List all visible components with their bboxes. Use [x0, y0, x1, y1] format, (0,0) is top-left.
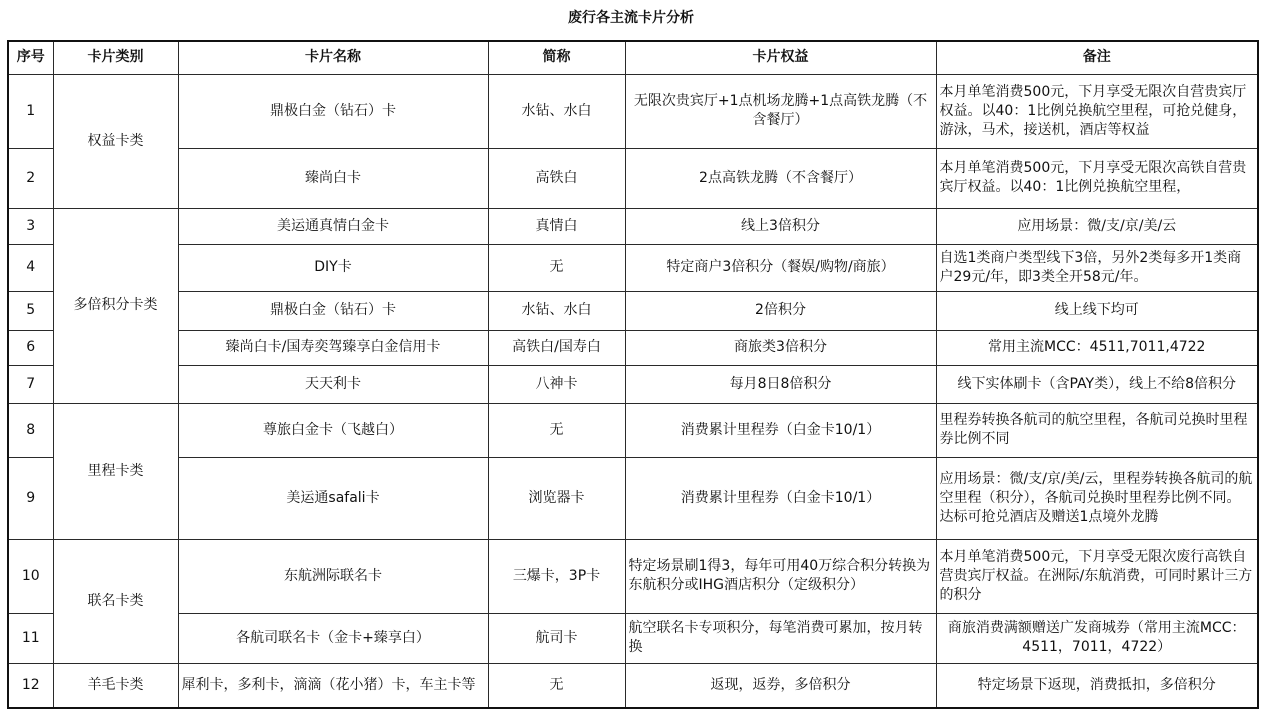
card-name-cell: 臻尚白卡 [178, 148, 488, 208]
benefit-cell: 商旅类3倍积分 [625, 330, 936, 365]
table-row [8, 403, 1258, 457]
table-row [8, 613, 1258, 663]
row-index: 11 [8, 613, 53, 663]
row-index: 2 [8, 148, 53, 208]
benefit-cell: 消费累计里程券（白金卡10/1） [625, 403, 936, 457]
table-row [8, 291, 1258, 330]
note-cell: 本月单笔消费500元，下月享受无限次废行高铁自营贵宾厅权益。在洲际/东航消费，可同时累计三方的积分 [936, 539, 1258, 613]
category-cell: 多倍积分卡类 [53, 208, 178, 403]
note-cell: 本月单笔消费500元，下月享受无限次自营贵宾厅权益。以40：1比例兑换航空里程，可抢兑健身，游泳，马术，接送机，酒店等权益 [936, 74, 1258, 148]
card-name-cell: 美运通safali卡 [178, 457, 488, 539]
row-index: 5 [8, 291, 53, 330]
card-name-cell: 尊旅白金卡（飞越白） [178, 403, 488, 457]
note-cell: 常用主流MCC：4511,7011,4722 [936, 330, 1258, 365]
header-benefit: 卡片权益 [625, 41, 936, 74]
table-row [8, 74, 1258, 148]
card-name-cell: 鼎极白金（钻石）卡 [178, 74, 488, 148]
table-row [8, 148, 1258, 208]
category-cell: 联名卡类 [53, 539, 178, 663]
benefit-cell: 特定场景刷1得3，每年可用40万综合积分转换为东航积分或IHG酒店积分（定级积分） [625, 539, 936, 613]
table-row [8, 244, 1258, 291]
table-row [8, 457, 1258, 539]
row-index: 3 [8, 208, 53, 244]
table-row [8, 330, 1258, 365]
benefit-cell: 2点高铁龙腾（不含餐厅） [625, 148, 936, 208]
short-name-cell: 浏览器卡 [488, 457, 625, 539]
benefit-cell: 特定商户3倍积分（餐娱/购物/商旅） [625, 244, 936, 291]
row-index: 9 [8, 457, 53, 539]
table-row [8, 539, 1258, 613]
row-index: 8 [8, 403, 53, 457]
note-cell: 线下实体刷卡（含PAY类），线上不给8倍积分 [936, 365, 1258, 403]
row-index: 7 [8, 365, 53, 403]
table-row [8, 365, 1258, 403]
short-name-cell: 高铁白 [488, 148, 625, 208]
short-name-cell: 三爆卡，3P卡 [488, 539, 625, 613]
header-card-name: 卡片名称 [178, 41, 488, 74]
row-index: 1 [8, 74, 53, 148]
benefit-cell: 航空联名卡专项积分，每笔消费可累加，按月转换 [625, 613, 936, 663]
benefit-cell: 线上3倍积分 [625, 208, 936, 244]
card-name-cell: 各航司联名卡（金卡+臻享白） [178, 613, 488, 663]
note-cell: 本月单笔消费500元，下月享受无限次高铁自营贵宾厅权益。以40：1比例兑换航空里程， [936, 148, 1258, 208]
note-cell: 特定场景下返现，消费抵扣，多倍积分 [936, 663, 1258, 708]
short-name-cell: 无 [488, 403, 625, 457]
category-cell: 羊毛卡类 [53, 663, 178, 708]
category-cell: 里程卡类 [53, 403, 178, 539]
header-index: 序号 [8, 41, 53, 74]
benefit-cell: 返现，返券，多倍积分 [625, 663, 936, 708]
short-name-cell: 航司卡 [488, 613, 625, 663]
note-cell: 线上线下均可 [936, 291, 1258, 330]
card-analysis-table [7, 40, 1259, 709]
short-name-cell: 无 [488, 244, 625, 291]
table-row [8, 208, 1258, 244]
note-cell: 应用场景：微/支/京/美/云 [936, 208, 1258, 244]
short-name-cell: 真情白 [488, 208, 625, 244]
header-category: 卡片类别 [53, 41, 178, 74]
card-name-cell: 东航洲际联名卡 [178, 539, 488, 613]
header-row [8, 41, 1258, 74]
benefit-cell: 2倍积分 [625, 291, 936, 330]
short-name-cell: 水钻、水白 [488, 74, 625, 148]
short-name-cell: 无 [488, 663, 625, 708]
card-name-cell: 臻尚白卡/国寿奕驾臻享白金信用卡 [178, 330, 488, 365]
short-name-cell: 高铁白/国寿白 [488, 330, 625, 365]
card-name-cell: 美运通真情白金卡 [178, 208, 488, 244]
card-name-cell: 犀利卡，多利卡，滴滴（花小猪）卡，车主卡等 [178, 663, 488, 708]
row-index: 6 [8, 330, 53, 365]
note-cell: 应用场景：微/支/京/美/云，里程券转换各航司的航空里程（积分），各航司兑换时里程券比例不同。达标可抢兑酒店及赠送1点境外龙腾 [936, 457, 1258, 539]
note-cell: 商旅消费满额赠送广发商城券（常用主流MCC：4511，7011，4722） [936, 613, 1258, 663]
card-name-cell: 鼎极白金（钻石）卡 [178, 291, 488, 330]
header-short-name: 简称 [488, 41, 625, 74]
row-index: 10 [8, 539, 53, 613]
page-title: 废行各主流卡片分析 [568, 10, 694, 26]
benefit-cell: 每月8日8倍积分 [625, 365, 936, 403]
note-cell: 自选1类商户类型线下3倍，另外2类每多开1类商户29元/年，即3类全开58元/年。 [936, 244, 1258, 291]
header-note: 备注 [936, 41, 1258, 74]
short-name-cell: 八神卡 [488, 365, 625, 403]
card-name-cell: 天天利卡 [178, 365, 488, 403]
table-row [8, 663, 1258, 708]
card-name-cell: DIY卡 [178, 244, 488, 291]
note-cell: 里程券转换各航司的航空里程，各航司兑换时里程券比例不同 [936, 403, 1258, 457]
row-index: 12 [8, 663, 53, 708]
row-index: 4 [8, 244, 53, 291]
short-name-cell: 水钻、水白 [488, 291, 625, 330]
category-cell: 权益卡类 [53, 74, 178, 208]
benefit-cell: 消费累计里程券（白金卡10/1） [625, 457, 936, 539]
benefit-cell: 无限次贵宾厅+1点机场龙腾+1点高铁龙腾（不含餐厅） [625, 74, 936, 148]
